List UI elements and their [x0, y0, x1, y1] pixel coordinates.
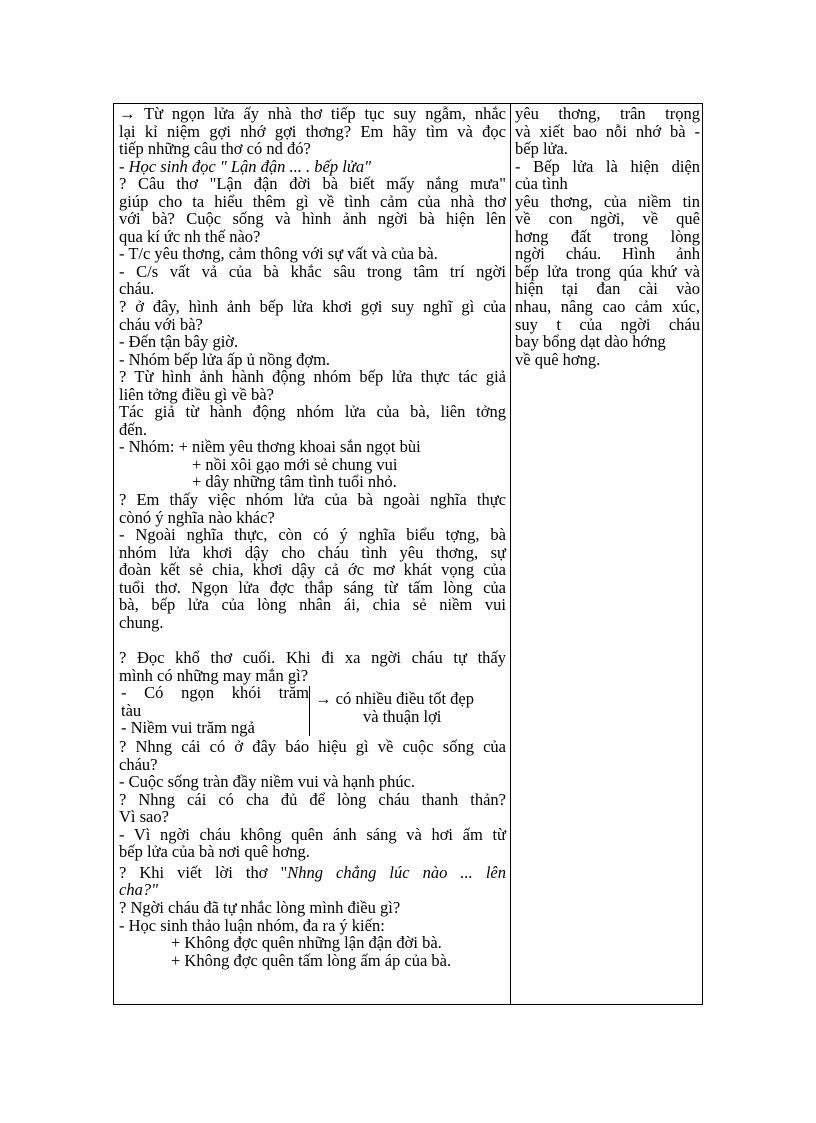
text-line: - T/c yêu thơng, cảm thông với sự vất và của bà.	[119, 244, 438, 264]
text-line: - Nhóm: + niềm yêu thơng khoai sắn ngọt bùi	[119, 437, 421, 457]
spacer	[119, 631, 506, 649]
right-column	[515, 105, 700, 368]
text-line: nhóm lửa khơi dậy cho cháu tình yêu thơng, sự	[119, 542, 506, 562]
text-line: bà, bếp lửa của lòng nhân ái, chia sẻ niềm vui	[119, 595, 506, 615]
text-line: lại kỉ niệm gợi nhớ gợi thơng? Em hãy tìm và đọc	[119, 121, 506, 141]
text-line: ngời cháu. Hình ảnh	[515, 244, 700, 264]
text-line: - Học sinh thảo luận nhóm, đa ra ý kiến:	[119, 915, 385, 935]
text-line: cháu?	[119, 754, 158, 774]
text-line: + dây những tâm tình tuổi nhỏ.	[192, 472, 397, 492]
text-line: liên tởng điều gì về bà?	[119, 384, 274, 404]
italic-text: - Học sinh đọc " Lận đận ... . bếp lửa"	[119, 156, 372, 176]
text-line: suy t của ngời cháu	[515, 314, 700, 334]
text-line: giúp cho ta hiểu thêm gì về tình cảm của nhà thơ	[119, 191, 506, 211]
text-line: tiếp những câu thơ có nd đó?	[119, 139, 311, 159]
text-line: nhau, nâng cao cảm xúc,	[515, 297, 700, 317]
text-line: tàu	[121, 700, 142, 720]
text-line: chung.	[119, 612, 164, 632]
text-line: bếp lửa.	[515, 139, 568, 159]
text-line: + Không đợc quên những lận đận đời bà.	[171, 933, 442, 953]
bracket-right	[315, 690, 505, 725]
text-line: + nồi xôi gạo mới sẻ chung vui	[192, 454, 398, 474]
text-line: hơng đất trong lòng	[515, 226, 700, 246]
text-line: của tình	[515, 174, 568, 194]
text-line: → Từ ngọn lửa ấy nhà thơ tiếp tục suy ngẫm, nhắc	[119, 104, 506, 123]
bracket-left	[119, 684, 309, 737]
left-column	[119, 105, 506, 969]
text-line: ? Em thấy việc nhóm lửa của bà ngoài nghĩa thực	[119, 490, 506, 510]
text-line: qua kí ức nh thế nào?	[119, 226, 261, 246]
text-line: cháu với bà?	[119, 314, 203, 334]
text-line: bếp lửa trong qúa khứ và	[515, 261, 700, 281]
text-line: mình có những may mắn gì?	[119, 665, 309, 685]
text-line: → có nhiều điều tốt đẹp	[315, 689, 475, 709]
text-line	[119, 881, 506, 899]
text-line: ? Ngời cháu đã tự nhắc lòng mình điều gì?	[119, 897, 401, 917]
text-line: - Nhóm bếp lửa ấp ủ nồng đợm.	[119, 349, 331, 369]
text-line: cháu.	[119, 279, 155, 299]
text-span: ? Khi viết lời thơ "	[119, 862, 288, 882]
text-line: tuổi thơ. Ngọn lửa đợc thắp sáng từ tấm lòng của	[119, 577, 506, 597]
text-line: - Niềm vui trăm ngả	[121, 718, 255, 738]
text-line: hiện tại đan cài vào	[515, 279, 700, 299]
text-line: ? ở đây, hình ảnh bếp lửa khơi gợi suy nghĩ gì của	[119, 297, 506, 317]
text-line: ? Nhng cái có ở đây báo hiệu gì về cuộc sống của	[119, 737, 506, 757]
text-line: ? Câu thơ "Lận đận đời bà biết mấy nắng mưa"	[119, 174, 506, 194]
text-line: yêu thơng, của niềm tin	[515, 191, 700, 211]
text-line: - Vì ngời cháu không quên ánh sáng và hơi ấm từ	[119, 824, 506, 844]
text-line: - Có ngọn khói trăm	[121, 683, 309, 703]
bracket-group	[119, 684, 506, 738]
text-line: ? Đọc khổ thơ cuối. Khi đi xa ngời cháu tự thấy	[119, 647, 506, 667]
text-line: về quê hơng.	[515, 349, 601, 369]
lesson-table	[113, 103, 703, 1005]
text-line	[119, 864, 506, 882]
text-line: bay bổng dạt dào hớng	[515, 332, 666, 352]
text-line: và thuận lợi	[363, 706, 442, 726]
text-line: - C/s vất vả của bà khắc sâu trong tâm trí ngời	[119, 261, 506, 281]
text-line: về con ngời, về quê	[515, 209, 700, 229]
text-line: và xiết bao nỗi nhớ bà -	[515, 121, 700, 141]
text-line: + Không đợc quên tấm lòng ấm áp của bà.	[171, 950, 452, 970]
bracket-line	[309, 686, 310, 736]
text-line: - Đến tận bây giờ.	[119, 332, 239, 352]
text-line: bếp lửa của bà nơi quê hơng.	[119, 842, 310, 862]
text-line: Vì sao?	[119, 807, 169, 827]
text-line: - Cuộc sống tràn đầy niềm vui và hạnh phúc.	[119, 772, 416, 792]
text-line: - Bếp lửa là hiện diện	[515, 156, 700, 176]
text-line: đoàn kết sẻ chia, khơi dậy cả ớc mơ khát vọng của	[119, 560, 506, 580]
text-line: - Ngoài nghĩa thực, còn có ý nghĩa biểu tợng, bà	[119, 525, 506, 545]
text-line: đến.	[119, 419, 147, 439]
text-line: với bà? Cuộc sống và hình ảnh ngời bà hiện lên	[119, 209, 506, 229]
text-line: ? Nhng cái có cha đủ để lòng cháu thanh thản?	[119, 789, 506, 809]
column-divider	[510, 104, 511, 1004]
text-line: yêu thơng, trân trọng	[515, 104, 700, 123]
text-line	[119, 158, 506, 176]
text-line: cònó ý nghĩa nào khác?	[119, 507, 275, 527]
italic-text: cha?"	[119, 880, 159, 900]
text-line: ? Từ hình ảnh hành động nhóm bếp lửa thực tác giả	[119, 367, 506, 387]
italic-text: Nhng chẳng lúc nào ... lên	[287, 862, 506, 882]
text-line: Tác giả từ hành động nhóm lửa của bà, liên tởng	[119, 402, 506, 422]
